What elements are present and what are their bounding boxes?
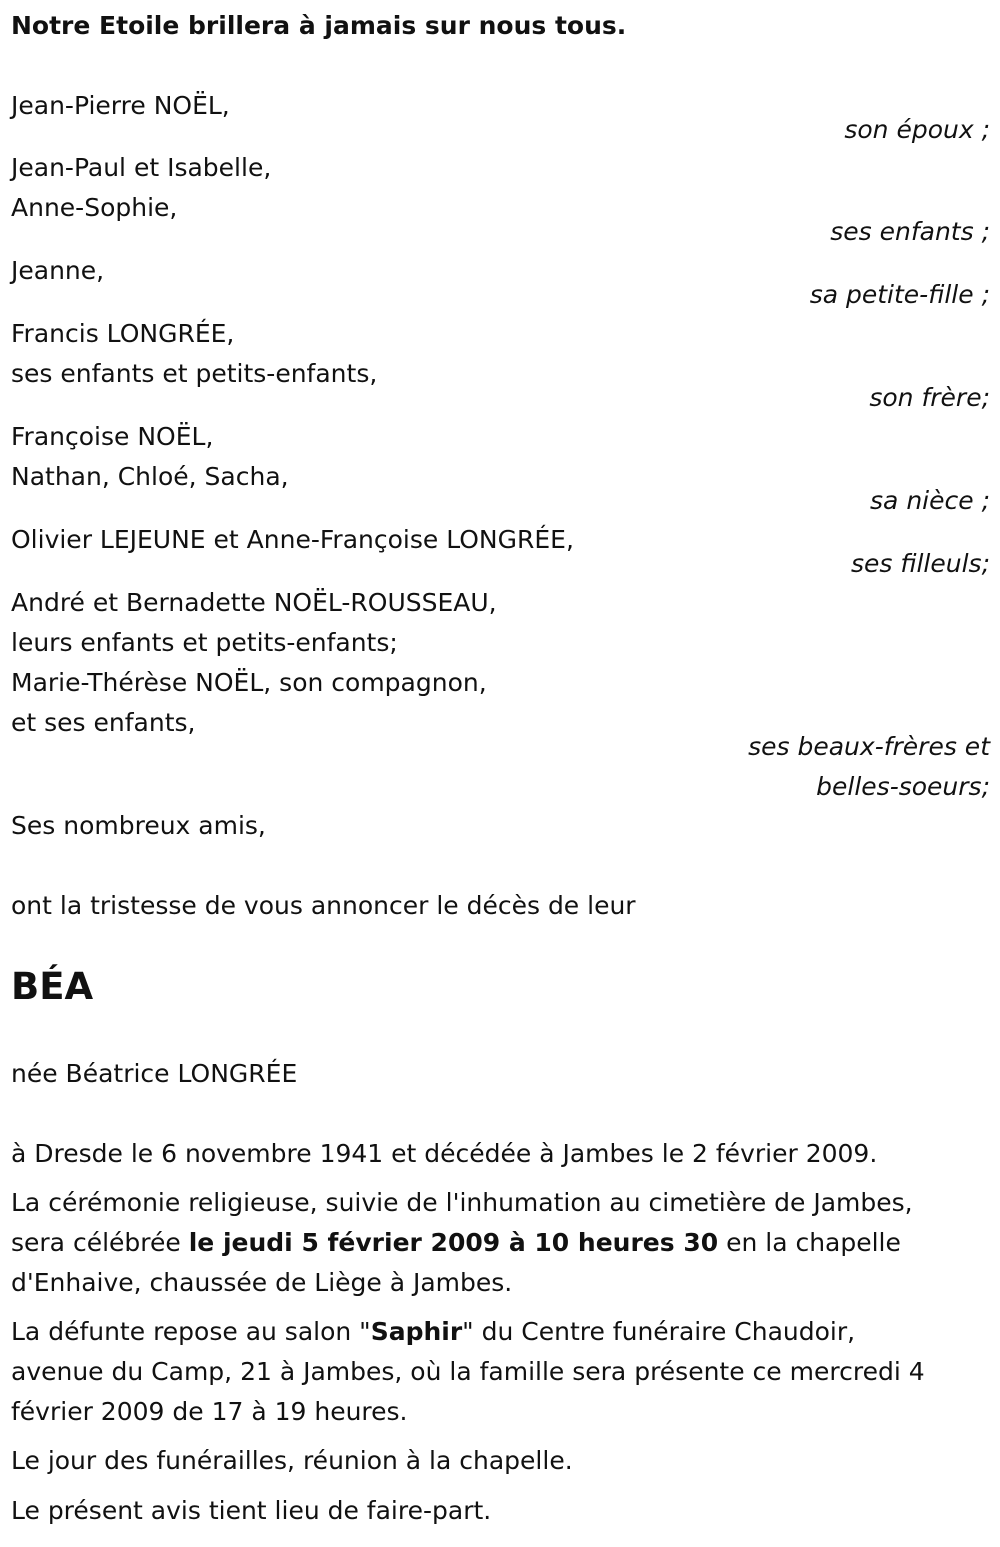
- viewing-line-1-post: " du Centre funéraire Chaudoir,: [462, 1317, 856, 1346]
- granddaughter-name: Jeanne,: [11, 256, 105, 285]
- inlaw-name-1: André et Bernadette NOËL-ROUSSEAU,: [11, 588, 497, 617]
- birth-death-dates: à Dresde le 6 novembre 1941 et décédée à Jambes le 2 février 2009.: [11, 1139, 878, 1168]
- brother-role: son frère;: [869, 383, 990, 412]
- inlaws-role-line-1: ses beaux-frères et: [748, 732, 990, 761]
- notice-statement: Le présent avis tient lieu de faire-part.: [11, 1496, 492, 1525]
- ceremony-line-2: [11, 1226, 901, 1260]
- salon-name: Saphir: [370, 1317, 463, 1346]
- niece-children: Nathan, Chloé, Sacha,: [11, 462, 289, 491]
- niece-role: sa nièce ;: [870, 486, 990, 515]
- motto: Notre Etoile brillera à jamais sur nous tous.: [11, 11, 627, 40]
- inlaws-role-line-2: belles-soeurs;: [816, 772, 990, 801]
- brother-name: Francis LONGRÉE,: [11, 319, 235, 348]
- brother-family: ses enfants et petits-enfants,: [11, 359, 378, 388]
- spouse-name: Jean-Pierre NOËL,: [11, 91, 230, 120]
- granddaughter-role: sa petite-fille ;: [809, 280, 990, 309]
- deceased-name: BÉA: [11, 965, 94, 1008]
- viewing-line-2: avenue du Camp, 21 à Jambes, où la famille sera présente ce mercredi 4: [11, 1357, 925, 1386]
- birth-name: née Béatrice LONGRÉE: [11, 1059, 298, 1088]
- child-name-1: Jean-Paul et Isabelle,: [11, 153, 272, 182]
- inlaw-name-2: Marie-Thérèse NOËL, son compagnon,: [11, 668, 487, 697]
- viewing-line-1-pre: La défunte repose au salon ": [11, 1317, 371, 1346]
- spouse-role: son époux ;: [844, 115, 990, 144]
- ceremony-line-2-pre: sera célébrée: [11, 1228, 189, 1257]
- friends: Ses nombreux amis,: [11, 811, 266, 840]
- ceremony-date-time: le jeudi 5 février 2009 à 10 heures 30: [188, 1228, 719, 1257]
- ceremony-line-1: La cérémonie religieuse, suivie de l'inhumation au cimetière de Jambes,: [11, 1188, 913, 1217]
- inlaw-family-2: et ses enfants,: [11, 708, 196, 737]
- child-name-2: Anne-Sophie,: [11, 193, 178, 222]
- children-role: ses enfants ;: [830, 217, 990, 246]
- viewing-line-3: février 2009 de 17 à 19 heures.: [11, 1397, 408, 1426]
- inlaw-family-1: leurs enfants et petits-enfants;: [11, 628, 398, 657]
- ceremony-line-2-post: en la chapelle: [718, 1228, 901, 1257]
- godchildren-names: Olivier LEJEUNE et Anne-Françoise LONGRÉE,: [11, 525, 574, 554]
- meeting-info: Le jour des funérailles, réunion à la chapelle.: [11, 1446, 573, 1475]
- announcement: ont la tristesse de vous annoncer le décès de leur: [11, 891, 636, 920]
- viewing-line-1: [11, 1315, 855, 1349]
- godchildren-role: ses filleuls;: [850, 549, 990, 578]
- ceremony-line-3: d'Enhaive, chaussée de Liège à Jambes.: [11, 1268, 513, 1297]
- niece-name: Françoise NOËL,: [11, 422, 214, 451]
